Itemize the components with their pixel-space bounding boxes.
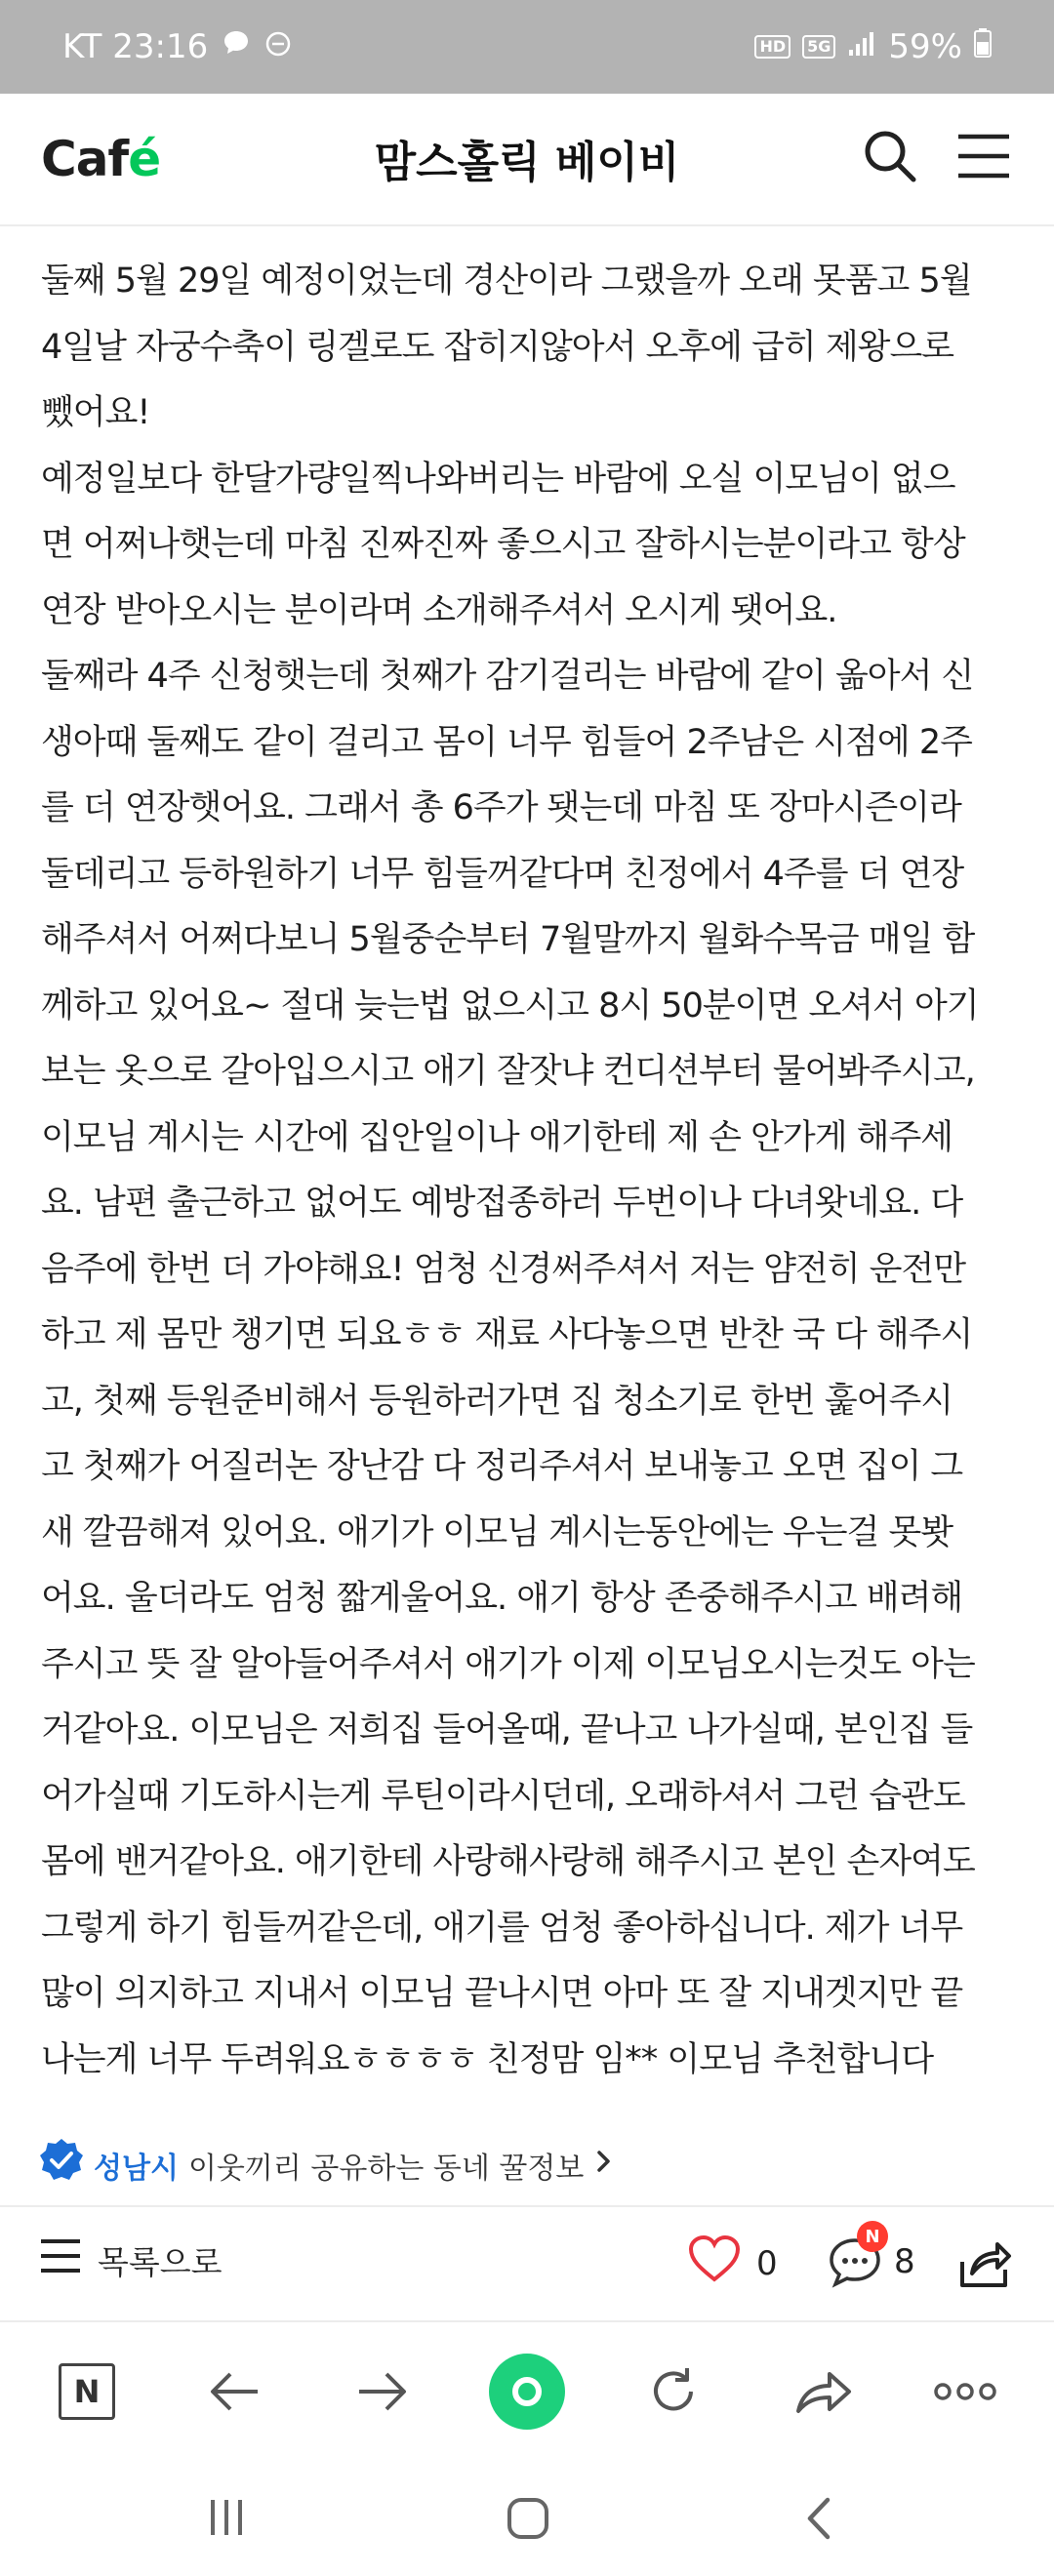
menu-icon[interactable] [954, 129, 1013, 183]
list-icon [39, 2236, 82, 2283]
article-line: 예정일보다 한달가량일찍나와버리는 바람에 오실 이모님이 없으 [41, 459, 955, 499]
n-icon[interactable]: N [57, 2357, 117, 2426]
article-line: 하고 제 몸만 챙기면 되요ㅎㅎ 재료 사다놓으면 반찬 국 다 해주시 [41, 1315, 973, 1354]
list-button-label: 목록으로 [98, 2242, 223, 2281]
article-line: 나는게 너무 두려워요ㅎㅎㅎㅎ 친정맘 임** 이모님 추천합니다 [41, 2039, 934, 2079]
like-button[interactable] [688, 2234, 778, 2292]
share-arrow-icon[interactable] [792, 2357, 855, 2426]
community-description: 이웃끼리 공유하는 동네 꿀정보 [187, 2152, 585, 2186]
article-line: 둘데리고 등하원하기 너무 힘들꺼같다며 친정에서 4주를 더 연장 [41, 854, 964, 894]
refresh-icon[interactable] [644, 2357, 703, 2426]
share-icon[interactable] [956, 2236, 1013, 2291]
comment-count: 8 [894, 2242, 915, 2281]
browser-toolbar [0, 2324, 1054, 2459]
article-line: 보는 옷으로 갈아입으시고 애기 잘잣냐 컨디션부터 물어봐주시고, [41, 1052, 975, 1091]
article-line: 많이 의지하고 지내서 이모님 끝나시면 아마 또 잘 지내겟지만 끝 [41, 1974, 963, 2013]
network-badge: 5G [802, 35, 835, 59]
community-city: 성남시 [94, 2152, 179, 2186]
cafe-logo[interactable]: Café [41, 131, 161, 187]
article-line: 고, 첫째 등원준비해서 등원하러가면 집 청소기로 한번 훑어주시 [41, 1381, 953, 1421]
article-line: 이모님 계시는 시간에 집안일이나 애기한테 제 손 안가게 해주세 [41, 1117, 953, 1157]
article-line: 어요. 울더라도 엄청 짧게울어요. 애기 항상 존중해주시고 배려해 [41, 1579, 963, 1618]
new-badge: N [857, 2221, 888, 2252]
like-count: 0 [756, 2243, 778, 2283]
heart-icon [688, 2234, 741, 2292]
cafe-name[interactable]: 맘스홀릭 베이비 [374, 138, 680, 187]
signal-icon [847, 27, 876, 66]
hd-badge: HD [754, 35, 790, 59]
article-line: 4일날 자궁수축이 링겔로도 잡히지않아서 오후에 급히 제왕으로 [41, 327, 954, 367]
green-dot-icon[interactable] [488, 2357, 566, 2426]
system-nav-bar [0, 2459, 1054, 2576]
article-line: 생아때 둘째도 같이 걸리고 몸이 너무 힘들어 2주남은 시점에 2주 [41, 722, 972, 762]
battery-percent: 59% [888, 27, 962, 66]
chevron-right-icon [593, 2147, 615, 2184]
article-line: 음주에 한번 더 가야해요! 엄청 신경써주셔서 저는 얌전히 운전만 [41, 1249, 966, 1289]
verified-badge-icon [39, 2137, 84, 2194]
article-line: 어가실때 기도하시는게 루틴이라시던데, 오래하셔서 그런 습관도 [41, 1776, 965, 1816]
article-line: 몸에 밴거같아요. 애기한테 사랑해사랑해 해주시고 본인 손자여도 [41, 1842, 975, 1881]
minus-circle-icon [264, 27, 292, 66]
article-line: 께하고 있어요~ 절대 늦는법 없으시고 8시 50분이면 오셔서 아기 [41, 986, 979, 1026]
back-arrow-icon[interactable] [205, 2357, 264, 2426]
article-line: 요. 남편 출근하고 없어도 예방접종하러 두번이나 다녀왓네요. 다 [41, 1184, 963, 1223]
search-icon[interactable] [859, 125, 921, 187]
article-action-bar [0, 2207, 1054, 2322]
article-line: 새 깔끔해져 있어요. 애기가 이모님 계시는동안에는 우는걸 못봣 [41, 1512, 953, 1552]
article-line: 그렇게 하기 힘들꺼같은데, 애기를 엄청 좋아하십니다. 제가 너무 [41, 1908, 963, 1948]
list-button[interactable] [39, 2236, 223, 2283]
system-back-icon[interactable] [804, 2496, 835, 2545]
comment-icon [828, 2259, 882, 2298]
article-line: 둘째 5월 29일 예정이었는데 경산이라 그랬을까 오래 못품고 5월 [41, 262, 972, 301]
article-line: 뺐어요! [41, 393, 150, 432]
recent-apps-icon[interactable] [205, 2496, 248, 2543]
article-line: 주시고 뜻 잘 알아들어주셔서 애기가 이제 이모님오시는것도 아는 [41, 1644, 975, 1684]
article-line: 연장 받아오시는 분이라며 소개해주셔서 오시게 됏어요. [41, 590, 837, 630]
article-line: 거같아요. 이모님은 저희집 들어올때, 끝나고 나가실때, 본인집 들 [41, 1711, 973, 1750]
more-icon[interactable] [933, 2357, 997, 2426]
article-line: 면 어쩌나햇는데 마침 진짜진짜 좋으시고 잘하시는분이라고 항상 [41, 525, 965, 564]
community-link[interactable] [39, 2137, 615, 2194]
article-line: 고 첫째가 어질러논 장난감 다 정리주셔서 보내놓고 오면 집이 그 [41, 1447, 963, 1486]
app-header [0, 94, 1054, 226]
status-bar [0, 0, 1054, 94]
talk-icon [222, 27, 251, 66]
forward-arrow-icon[interactable] [353, 2357, 412, 2426]
carrier-time: KT 23:16 [62, 27, 209, 66]
article-line: 를 더 연장햇어요. 그래서 총 6주가 됏는데 마침 또 장마시즌이라 [41, 788, 961, 827]
home-icon[interactable] [506, 2496, 550, 2545]
article-line: 해주셔서 어쩌다보니 5월중순부터 7월말까지 월화수목금 매일 함 [41, 920, 975, 959]
comment-button[interactable] [828, 2226, 915, 2289]
battery-icon [974, 27, 992, 66]
article-body [41, 249, 1017, 2093]
article-line: 둘째라 4주 신청햇는데 첫째가 감기걸리는 바람에 같이 옮아서 신 [41, 657, 974, 696]
